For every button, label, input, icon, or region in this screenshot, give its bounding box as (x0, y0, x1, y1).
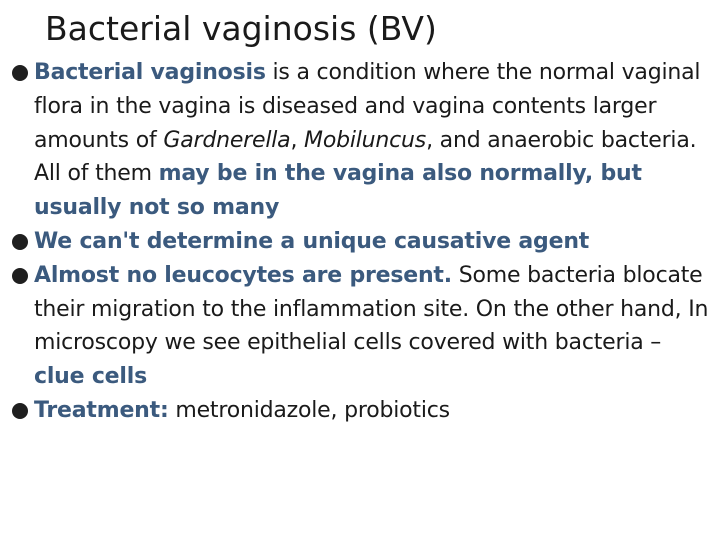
bullet-icon (12, 403, 28, 419)
bullet-text-part: is a condition where the normal vaginal flora in the vagina is diseased and vagina contents larger amounts of (34, 60, 701, 153)
bullet-icon (12, 234, 28, 250)
bullet-text-part: Almost no leucocytes are present. (34, 262, 452, 288)
slide-title: Bacterial vaginosis (BV) (45, 9, 437, 48)
bullet-icon (12, 268, 28, 284)
bullet-text-part: We can't determine a unique causative agent (34, 228, 590, 254)
bullet-text-part: clue cells (34, 364, 147, 390)
bullet-treatment (12, 394, 712, 428)
bullet-text-part: Mobiluncus (304, 127, 427, 153)
bullet-text-part: Bacterial vaginosis (34, 60, 266, 85)
bullet-leucocytes (12, 259, 712, 394)
bullet-text-part: Some bacteria blocate their migration to the inflammation site. On the other hand, In microscopy we see epithelial cells covered with bacteria – (34, 262, 709, 356)
bullet-definition (12, 56, 712, 225)
bullet-text-part: Gardnerella (163, 127, 291, 153)
bullet-text-part: metronidazole, probiotics (168, 397, 450, 423)
bullet-list (12, 56, 712, 428)
bullet-text-part: , and anaerobic bacteria. All of them (34, 127, 697, 187)
bullet-text-part: Treatment: (34, 397, 169, 423)
bullet-text-part: , (290, 127, 305, 153)
bullet-causative-agent (12, 225, 712, 259)
bullet-text-part: may be in the vagina also normally, but usually not so many (34, 161, 642, 221)
bullet-icon (12, 65, 28, 81)
